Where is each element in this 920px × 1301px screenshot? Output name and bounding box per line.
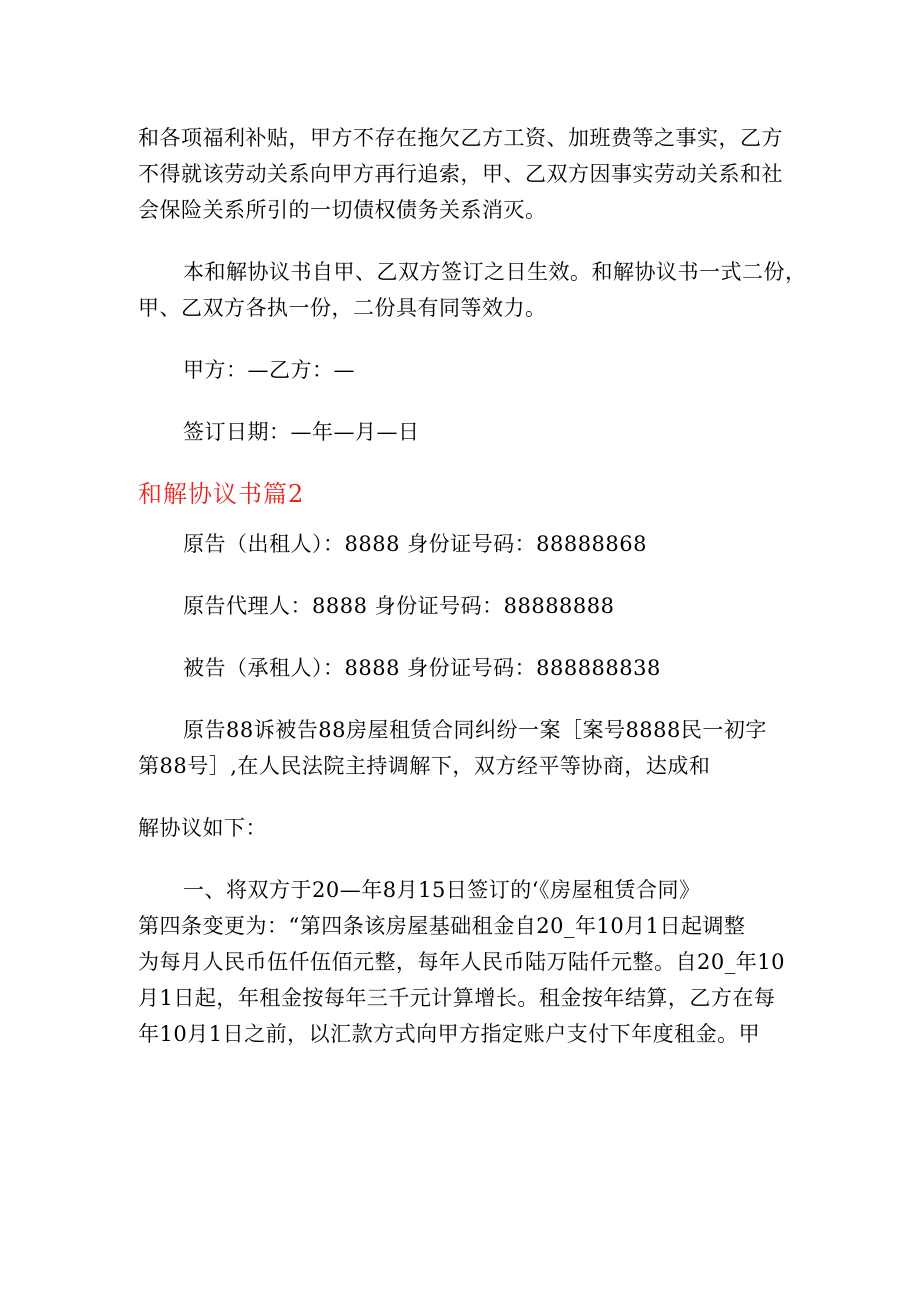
text-line: 原告（出租人）：8888 身份证号码：88888868 bbox=[183, 532, 648, 556]
paragraph-clause-one bbox=[138, 872, 785, 1052]
text-line: 原告代理人：8888 身份证号码：88888888 bbox=[183, 594, 615, 618]
text-line: 和各项福利补贴，甲方不存在拖欠乙方工资、加班费等之事实，乙方 bbox=[138, 126, 783, 150]
text-line: 年10月1日之前，以汇款方式向甲方指定账户支付下年度租金。甲 bbox=[138, 1022, 761, 1046]
text-line: 第88号］,在人民法院主持调解下，双方经平等协商，达成和 bbox=[138, 754, 711, 778]
text-line: 第四条变更为：“第四条该房屋基础租金自20_年10月1日起调整 bbox=[138, 914, 746, 938]
paragraph-parties bbox=[138, 352, 782, 388]
text-line: 为每月人民币伍仟伍佰元整，每年人民币陆万陆仟元整。自20_年10 bbox=[138, 950, 785, 974]
paragraph-welfare-settlement bbox=[138, 120, 782, 228]
text-line: 会保险关系所引的一切债权债务关系消灭。 bbox=[138, 198, 547, 222]
text-line: 原告88诉被告88房屋租赁合同纠纷一案［案号8888民一初字 bbox=[183, 718, 767, 742]
paragraph-sign-date bbox=[138, 414, 782, 450]
paragraph-agreement-lead bbox=[138, 810, 782, 846]
text-line: 解协议如下： bbox=[138, 816, 267, 840]
paragraph-defendant bbox=[138, 650, 782, 686]
text-line: 一、将双方于20—年8月15日签订的‘《房屋租赁合同》 bbox=[183, 878, 701, 902]
text-line: 月1日起，年租金按每年三千元计算增长。租金按年结算，乙方在每 bbox=[138, 986, 776, 1010]
text-line: 甲、乙双方各执一份，二份具有同等效力。 bbox=[138, 296, 547, 320]
text-line: 甲方：—乙方：— bbox=[183, 358, 355, 382]
paragraph-plaintiff bbox=[138, 526, 782, 562]
section-heading bbox=[138, 476, 782, 512]
paragraph-plaintiff-agent bbox=[138, 588, 782, 624]
section-title: 和解协议书篇2 bbox=[138, 480, 305, 508]
text-line: 被告（承租人）：8888 身份证号码：888888838 bbox=[183, 656, 661, 680]
paragraph-case-intro bbox=[138, 712, 782, 784]
text-line: 签订日期：—年—月—日 bbox=[183, 420, 420, 444]
text-line: 不得就该劳动关系向甲方再行追索，甲、乙双方因事实劳动关系和社 bbox=[138, 162, 783, 186]
text-line: 本和解协议书自甲、乙双方签订之日生效。和解协议书一式二份， bbox=[183, 260, 807, 284]
paragraph-effectiveness bbox=[138, 254, 807, 326]
